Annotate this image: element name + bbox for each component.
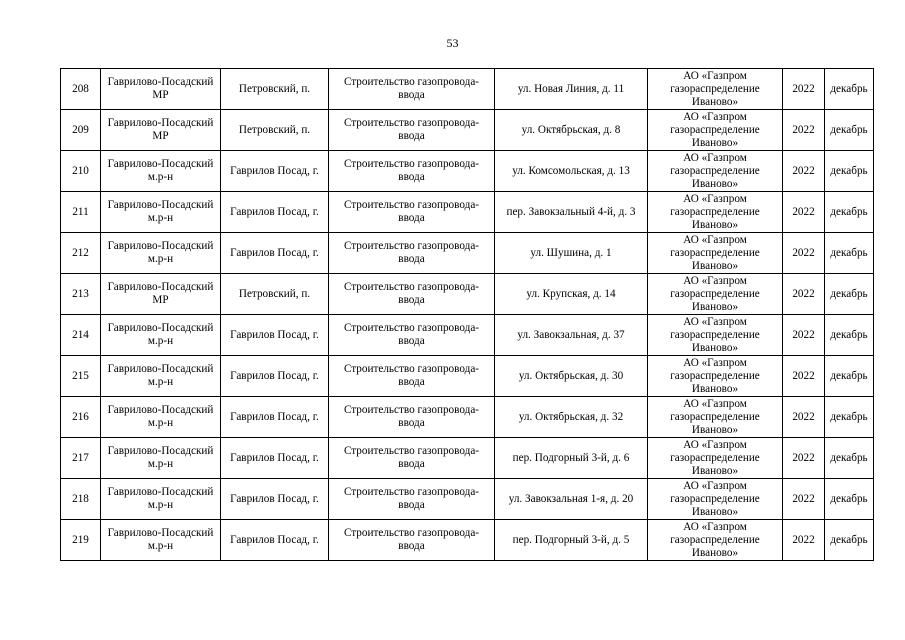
- organization-cell: АО «Газпром газораспределение Иваново»: [648, 192, 783, 233]
- address-cell: ул. Октябрьская, д. 30: [495, 356, 648, 397]
- year-cell: 2022: [783, 110, 825, 151]
- row-number: 217: [61, 438, 101, 479]
- table-row: [61, 110, 874, 151]
- work-type-cell: Строительство газопровода-ввода: [329, 151, 495, 192]
- locality-cell: Гаврилов Посад, г.: [221, 356, 329, 397]
- organization-cell: АО «Газпром газораспределение Иваново»: [648, 151, 783, 192]
- row-number: 212: [61, 233, 101, 274]
- district-cell: Гаврилово-Посадский МР: [101, 110, 221, 151]
- locality-cell: Гаврилов Посад, г.: [221, 151, 329, 192]
- work-type-cell: Строительство газопровода-ввода: [329, 356, 495, 397]
- organization-cell: АО «Газпром газораспределение Иваново»: [648, 274, 783, 315]
- year-cell: 2022: [783, 479, 825, 520]
- district-cell: Гаврилово-Посадский м.р-н: [101, 520, 221, 561]
- work-type-cell: Строительство газопровода-ввода: [329, 192, 495, 233]
- month-cell: декабрь: [825, 233, 874, 274]
- year-cell: 2022: [783, 315, 825, 356]
- district-cell: Гаврилово-Посадский м.р-н: [101, 151, 221, 192]
- work-type-cell: Строительство газопровода-ввода: [329, 110, 495, 151]
- locality-cell: Петровский, п.: [221, 110, 329, 151]
- year-cell: 2022: [783, 233, 825, 274]
- row-number: 216: [61, 397, 101, 438]
- locality-cell: Гаврилов Посад, г.: [221, 233, 329, 274]
- organization-cell: АО «Газпром газораспределение Иваново»: [648, 356, 783, 397]
- locality-cell: Петровский, п.: [221, 274, 329, 315]
- row-number: 210: [61, 151, 101, 192]
- page-number: 53: [446, 36, 459, 50]
- work-type-cell: Строительство газопровода-ввода: [329, 69, 495, 110]
- month-cell: декабрь: [825, 438, 874, 479]
- locality-cell: Петровский, п.: [221, 69, 329, 110]
- row-number: 215: [61, 356, 101, 397]
- locality-cell: Гаврилов Посад, г.: [221, 397, 329, 438]
- locality-cell: Гаврилов Посад, г.: [221, 315, 329, 356]
- month-cell: декабрь: [825, 110, 874, 151]
- table-row: [61, 315, 874, 356]
- address-cell: пер. Подгорный 3-й, д. 5: [495, 520, 648, 561]
- work-type-cell: Строительство газопровода-ввода: [329, 274, 495, 315]
- address-cell: ул. Завокзальная, д. 37: [495, 315, 648, 356]
- address-cell: ул. Октябрьская, д. 32: [495, 397, 648, 438]
- work-type-cell: Строительство газопровода-ввода: [329, 397, 495, 438]
- table-row: [61, 397, 874, 438]
- work-type-cell: Строительство газопровода-ввода: [329, 479, 495, 520]
- row-number: 208: [61, 69, 101, 110]
- district-cell: Гаврилово-Посадский м.р-н: [101, 233, 221, 274]
- organization-cell: АО «Газпром газораспределение Иваново»: [648, 69, 783, 110]
- month-cell: декабрь: [825, 520, 874, 561]
- row-number: 211: [61, 192, 101, 233]
- table-row: [61, 151, 874, 192]
- table-row: [61, 274, 874, 315]
- work-type-cell: Строительство газопровода-ввода: [329, 520, 495, 561]
- address-cell: пер. Завокзальный 4-й, д. 3: [495, 192, 648, 233]
- table-row: [61, 438, 874, 479]
- locality-cell: Гаврилов Посад, г.: [221, 438, 329, 479]
- row-number: 214: [61, 315, 101, 356]
- year-cell: 2022: [783, 520, 825, 561]
- table-row: [61, 520, 874, 561]
- district-cell: Гаврилово-Посадский м.р-н: [101, 315, 221, 356]
- address-cell: пер. Подгорный 3-й, д. 6: [495, 438, 648, 479]
- year-cell: 2022: [783, 397, 825, 438]
- district-cell: Гаврилово-Посадский МР: [101, 69, 221, 110]
- table-row: [61, 233, 874, 274]
- month-cell: декабрь: [825, 397, 874, 438]
- district-cell: Гаврилово-Посадский м.р-н: [101, 479, 221, 520]
- organization-cell: АО «Газпром газораспределение Иваново»: [648, 315, 783, 356]
- row-number: 209: [61, 110, 101, 151]
- organization-cell: АО «Газпром газораспределение Иваново»: [648, 520, 783, 561]
- district-cell: Гаврилово-Посадский м.р-н: [101, 356, 221, 397]
- locality-cell: Гаврилов Посад, г.: [221, 192, 329, 233]
- address-cell: ул. Завокзальная 1-я, д. 20: [495, 479, 648, 520]
- organization-cell: АО «Газпром газораспределение Иваново»: [648, 397, 783, 438]
- year-cell: 2022: [783, 192, 825, 233]
- month-cell: декабрь: [825, 274, 874, 315]
- locality-cell: Гаврилов Посад, г.: [221, 520, 329, 561]
- table-row: [61, 69, 874, 110]
- year-cell: 2022: [783, 151, 825, 192]
- district-cell: Гаврилово-Посадский МР: [101, 274, 221, 315]
- locality-cell: Гаврилов Посад, г.: [221, 479, 329, 520]
- address-cell: ул. Октябрьская, д. 8: [495, 110, 648, 151]
- year-cell: 2022: [783, 356, 825, 397]
- organization-cell: АО «Газпром газораспределение Иваново»: [648, 479, 783, 520]
- month-cell: декабрь: [825, 479, 874, 520]
- row-number: 213: [61, 274, 101, 315]
- work-type-cell: Строительство газопровода-ввода: [329, 233, 495, 274]
- month-cell: декабрь: [825, 315, 874, 356]
- table-row: [61, 479, 874, 520]
- month-cell: декабрь: [825, 69, 874, 110]
- table-row: [61, 192, 874, 233]
- table-row: [61, 356, 874, 397]
- work-type-cell: Строительство газопровода-ввода: [329, 315, 495, 356]
- address-cell: ул. Комсомольская, д. 13: [495, 151, 648, 192]
- gas-pipeline-table: [60, 68, 874, 561]
- organization-cell: АО «Газпром газораспределение Иваново»: [648, 438, 783, 479]
- address-cell: ул. Новая Линия, д. 11: [495, 69, 648, 110]
- year-cell: 2022: [783, 274, 825, 315]
- address-cell: ул. Шушина, д. 1: [495, 233, 648, 274]
- month-cell: декабрь: [825, 356, 874, 397]
- district-cell: Гаврилово-Посадский м.р-н: [101, 438, 221, 479]
- year-cell: 2022: [783, 69, 825, 110]
- organization-cell: АО «Газпром газораспределение Иваново»: [648, 233, 783, 274]
- month-cell: декабрь: [825, 192, 874, 233]
- district-cell: Гаврилово-Посадский м.р-н: [101, 192, 221, 233]
- row-number: 219: [61, 520, 101, 561]
- row-number: 218: [61, 479, 101, 520]
- year-cell: 2022: [783, 438, 825, 479]
- address-cell: ул. Крупская, д. 14: [495, 274, 648, 315]
- work-type-cell: Строительство газопровода-ввода: [329, 438, 495, 479]
- table-body: [61, 69, 874, 561]
- organization-cell: АО «Газпром газораспределение Иваново»: [648, 110, 783, 151]
- month-cell: декабрь: [825, 151, 874, 192]
- district-cell: Гаврилово-Посадский м.р-н: [101, 397, 221, 438]
